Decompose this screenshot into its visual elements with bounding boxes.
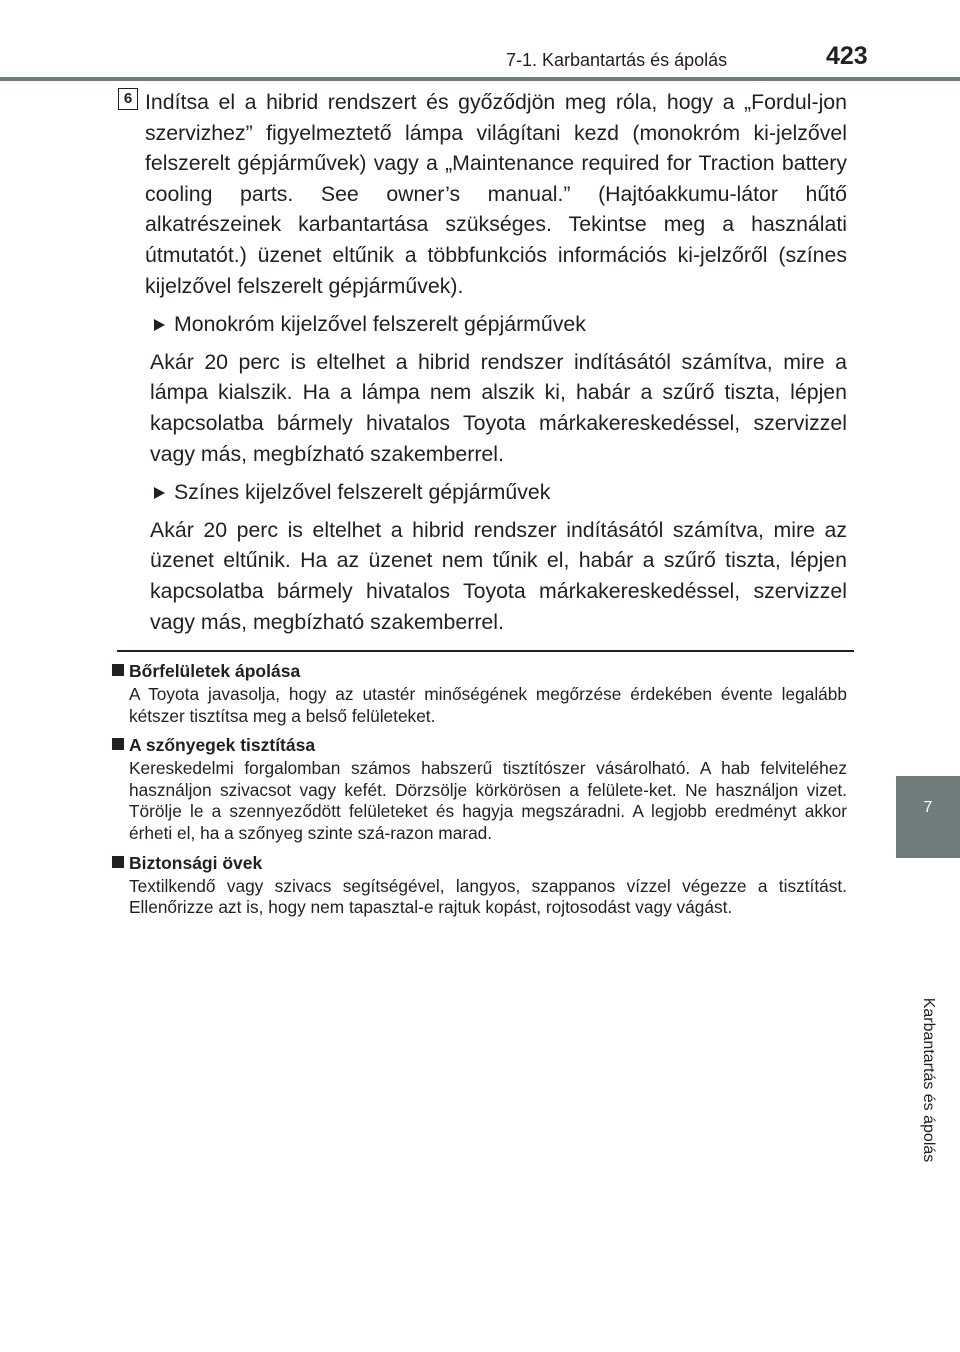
- step-number-box: 6: [118, 88, 138, 110]
- note-title: [112, 850, 847, 876]
- sub-heading-monochrome: [150, 309, 847, 340]
- note-carpets: [112, 732, 847, 844]
- note-title-text: Bőrfelületek ápolása: [129, 661, 301, 681]
- sub-body-monochrome: Akár 20 perc is eltelhet a hibrid rendszer indításától számítva, mire a lámpa kialszik. Ha a lámpa nem alszik ki, habár a szűrő tiszta, lépjen kapcsolatba bármely hivatalos Toyota márkakereskedéssel, szervizzel vagy más, megbízható szakemberrel.: [150, 349, 847, 466]
- square-bullet-icon: [112, 664, 124, 676]
- note-body: A Toyota javasolja, hogy az utastér minőségének megőrzése érdekében évente legalább kétszer tisztítsa meg a belső felületeket.: [129, 684, 847, 726]
- note-seatbelts: [112, 850, 847, 919]
- chapter-number: 7: [923, 799, 933, 816]
- section-title: 7-1. Karbantartás és ápolás: [506, 50, 728, 70]
- chapter-tab: [896, 776, 960, 858]
- note-leather: [112, 658, 847, 727]
- notes-section: [112, 658, 847, 924]
- page-number: 423: [826, 42, 868, 70]
- note-title-text: Biztonsági övek: [129, 852, 263, 873]
- chapter-title-vertical: Karbantartás és ápolás: [920, 997, 937, 1163]
- sub-heading-color: [150, 477, 847, 508]
- note-title-text: A szőnyegek tisztítása: [129, 735, 316, 756]
- note-body: Kereskedelmi forgalomban számos habszerű tisztítószer vásárolható. A hab felviteléhez használjon szivacsot vagy kefét. Dörzsölje körkörösen a felülete-ket. Ne használjon vizet. Törölje le a szennyeződött felületeket és hagyja megszáradni. A legjobb eredményt akkor érheti el, ha a szőnyeg szinte szá-razon marad.: [129, 758, 847, 843]
- sub-heading-label: Színes kijelzővel felszerelt gépjárművek: [174, 480, 551, 505]
- triangle-bullet-icon: [154, 319, 165, 331]
- step-content: [145, 87, 847, 637]
- sub-body-color: Akár 20 perc is eltelhet a hibrid rendszer indításától számítva, mire az üzenet eltűnik. Ha az üzenet nem tűnik el, habár a szűrő tiszta, lépjen kapcsolatba bármely hivatalos Toyota márkakereskedéssel, szervizzel vagy más, megbízható szakemberrel.: [150, 517, 847, 634]
- header-rule: [0, 77, 960, 81]
- note-body: Textilkendő vagy szivacs segítségével, langyos, szappanos vízzel végezze a tisztítást. Ellenőrizze azt is, hogy nem tapasztal-e rajtuk kopást, rojtosodást vagy vágást.: [129, 875, 847, 918]
- section-divider: [117, 650, 854, 652]
- note-title: [112, 732, 847, 758]
- triangle-bullet-icon: [154, 487, 165, 499]
- square-bullet-icon: [112, 738, 124, 750]
- sub-heading-label: Monokróm kijelzővel felszerelt gépjárművek: [174, 312, 586, 337]
- step-text: Indítsa el a hibrid rendszert és győződjön meg róla, hogy a „Fordul-jon szervizhez” figyelmeztető lámpa világítani kezd (monokróm ki-jelzővel felszerelt gépjárművek) vagy a „Maintenance required for Traction battery cooling parts. See owner’s manual.” (Hajtóakkumu-látor hűtő alkatrészeinek karbantartása szükséges. Tekintse meg a használati útmutatót.) üzenet eltűnik a többfunkciós információs ki-jelzőről (színes kijelzővel felszerelt gépjárművek).: [145, 90, 847, 298]
- square-bullet-icon: [112, 856, 124, 868]
- note-title: [112, 658, 847, 684]
